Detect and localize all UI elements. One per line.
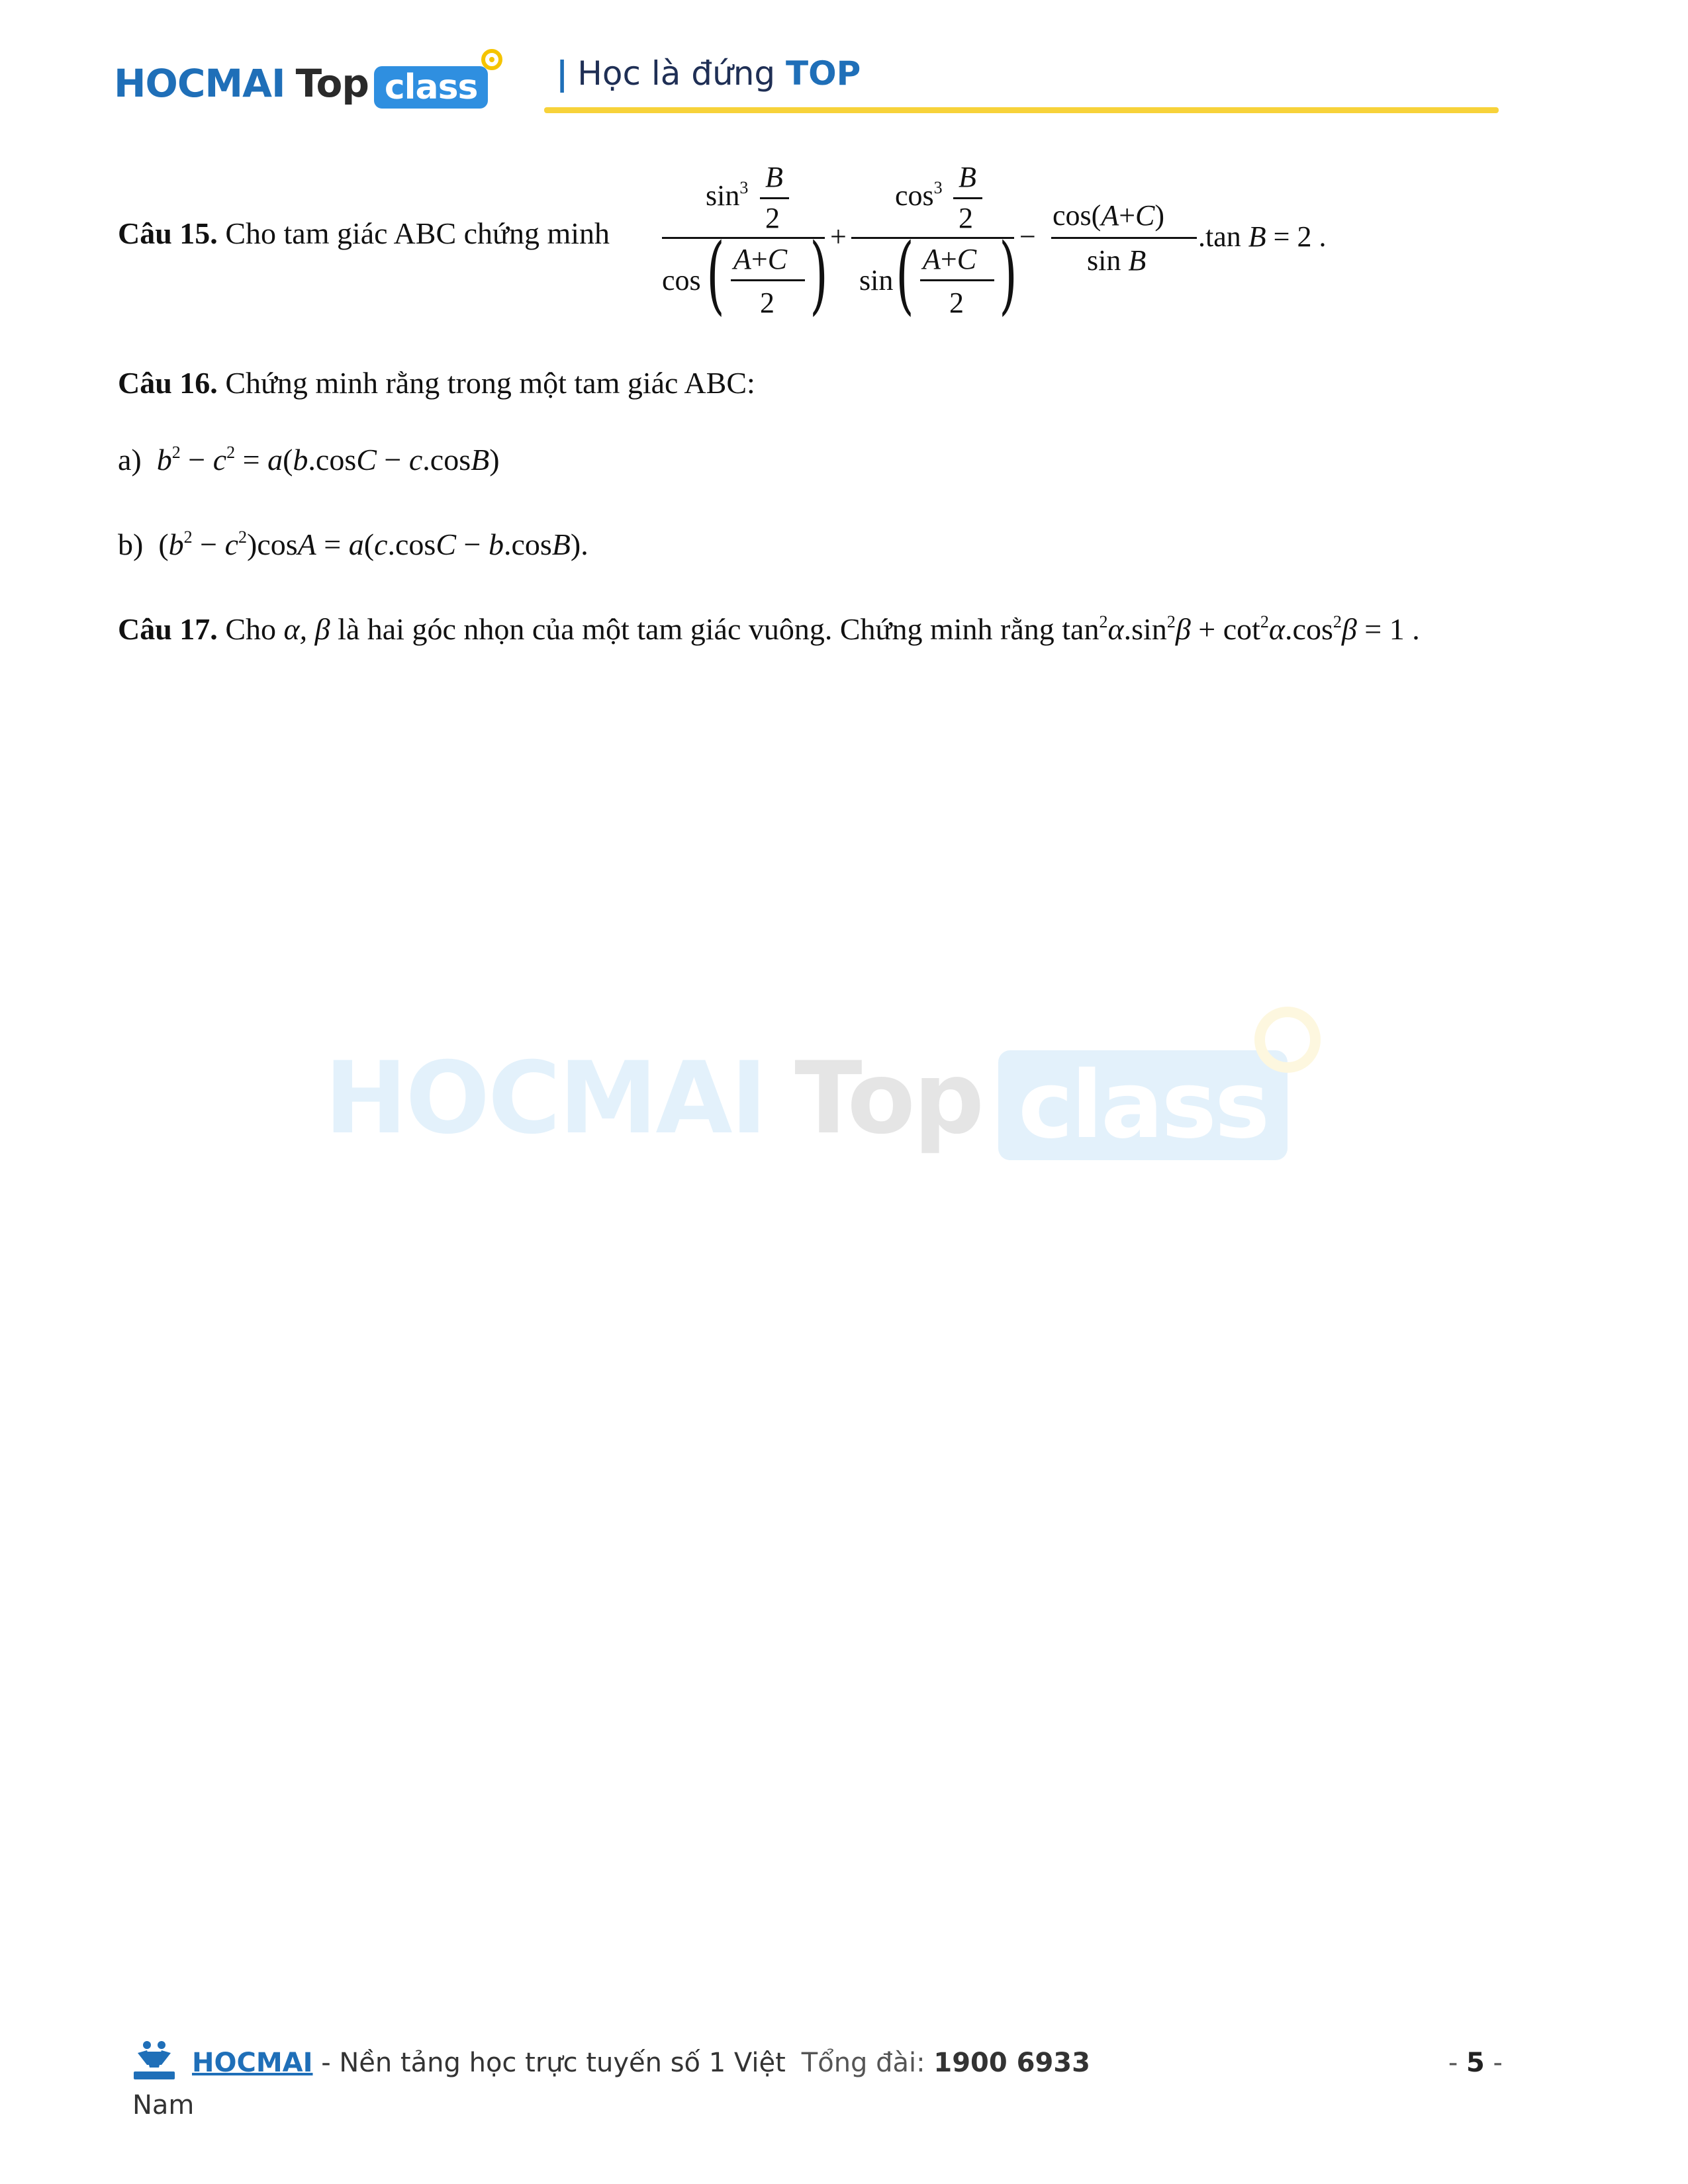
watermark-class-badge [998, 1050, 1288, 1160]
header-underline [544, 107, 1499, 113]
page-suffix: - [1484, 2048, 1503, 2078]
formula-sin-b: sin B [1087, 244, 1147, 277]
watermark-brand: HOCMAI [324, 1041, 766, 1156]
header-slogan [556, 54, 861, 93]
part-b-formula: $(b^2 - c^2)\cos A = a(c.\cos C - b.\cos B)$. [150, 527, 588, 561]
page-number [1448, 2048, 1503, 2078]
logo-class-badge [374, 66, 489, 109]
part-b-label: b) [118, 527, 144, 561]
footer-hotline-label: Tổng đài: [801, 2048, 934, 2078]
formula-b-num: B [765, 161, 783, 193]
page-value: 5 [1466, 2048, 1485, 2078]
question-17-text-before: Cho [217, 612, 284, 646]
formula-2: 2 [765, 202, 780, 234]
formula-tan-b-equals-2: .tan B = 2 . [1198, 220, 1327, 253]
question-17-vars: α, β [283, 612, 330, 646]
question-16-part-b [118, 527, 588, 562]
sun-icon [481, 49, 502, 70]
fraction-line [1051, 237, 1197, 239]
formula-a-plus-c: A+C [733, 243, 788, 275]
formula-cos: cos [662, 264, 701, 296]
question-15 [118, 216, 610, 251]
question-17-formula: $\tan^2\alpha.\sin^2\beta + \cot^2\alpha.\cos^2\beta = 1$ . [1062, 612, 1420, 646]
formula-plus: + [830, 220, 847, 253]
question-15-label: Câu 15. [118, 216, 218, 250]
question-15-text: Cho tam giác ABC chứng minh [217, 216, 610, 250]
watermark-logo [324, 1032, 1288, 1165]
page-prefix: - [1448, 2048, 1466, 2078]
fraction-line [953, 197, 982, 199]
right-paren: ) [810, 226, 828, 324]
footer-line [192, 2048, 1090, 2078]
formula-sin3: $\sin^3$ [706, 178, 749, 212]
fraction-line [851, 237, 1014, 239]
fraction-line [731, 279, 805, 281]
logo-class: class [384, 68, 478, 107]
part-a-formula: $b^2 - c^2 = a(b.\cos C - c.\cos B)$ [156, 443, 500, 477]
logo-brand: HOCMAI [114, 61, 285, 106]
right-paren: ) [999, 226, 1017, 324]
footer-tagline: - Nền tảng học trực tuyến số 1 Việt [312, 2048, 786, 2078]
question-16 [118, 365, 755, 400]
logo-top: Top [295, 61, 369, 106]
formula-2: 2 [760, 287, 774, 319]
formula-2: 2 [949, 287, 964, 319]
slogan-divider: | [556, 54, 569, 93]
watermark-top: Top [794, 1041, 983, 1156]
left-paren: ( [706, 226, 725, 324]
question-17-label: Câu 17. [118, 612, 218, 646]
hocmai-topclass-logo [114, 50, 488, 116]
formula-cos-a-plus-c: cos(A+C) [1053, 199, 1165, 232]
formula-minus: − [1019, 220, 1036, 253]
footer-hotline: 1900 6933 [933, 2048, 1090, 2078]
hocmai-people-icon [132, 2038, 176, 2082]
question-16-label: Câu 16. [118, 366, 218, 400]
formula-sin: sin [859, 264, 894, 296]
slogan-top: TOP [786, 54, 861, 93]
question-16-part-a [118, 442, 500, 477]
formula-b-num: B [959, 161, 976, 193]
fraction-line [662, 237, 825, 239]
fraction-line [920, 279, 994, 281]
question-17-text-after: là hai góc nhọn của một tam giác vuông. Chứng minh rằng [330, 612, 1062, 646]
left-paren: ( [896, 226, 914, 324]
part-a-label: a) [118, 443, 142, 477]
question-17 [118, 612, 1420, 647]
question-16-text: Chứng minh rằng trong một tam giác ABC: [217, 366, 755, 400]
slogan-text: Học là đứng [577, 54, 786, 93]
footer-brand-link[interactable]: HOCMAI [192, 2048, 313, 2078]
formula-cos3: $\cos^3$ [895, 178, 943, 212]
footer-line-2: Nam [132, 2090, 195, 2120]
fraction-line [760, 197, 789, 199]
watermark-class: class [1018, 1051, 1268, 1160]
sun-icon [1254, 1007, 1321, 1073]
formula-2: 2 [959, 202, 973, 234]
formula-a-plus-c: A+C [923, 243, 977, 275]
